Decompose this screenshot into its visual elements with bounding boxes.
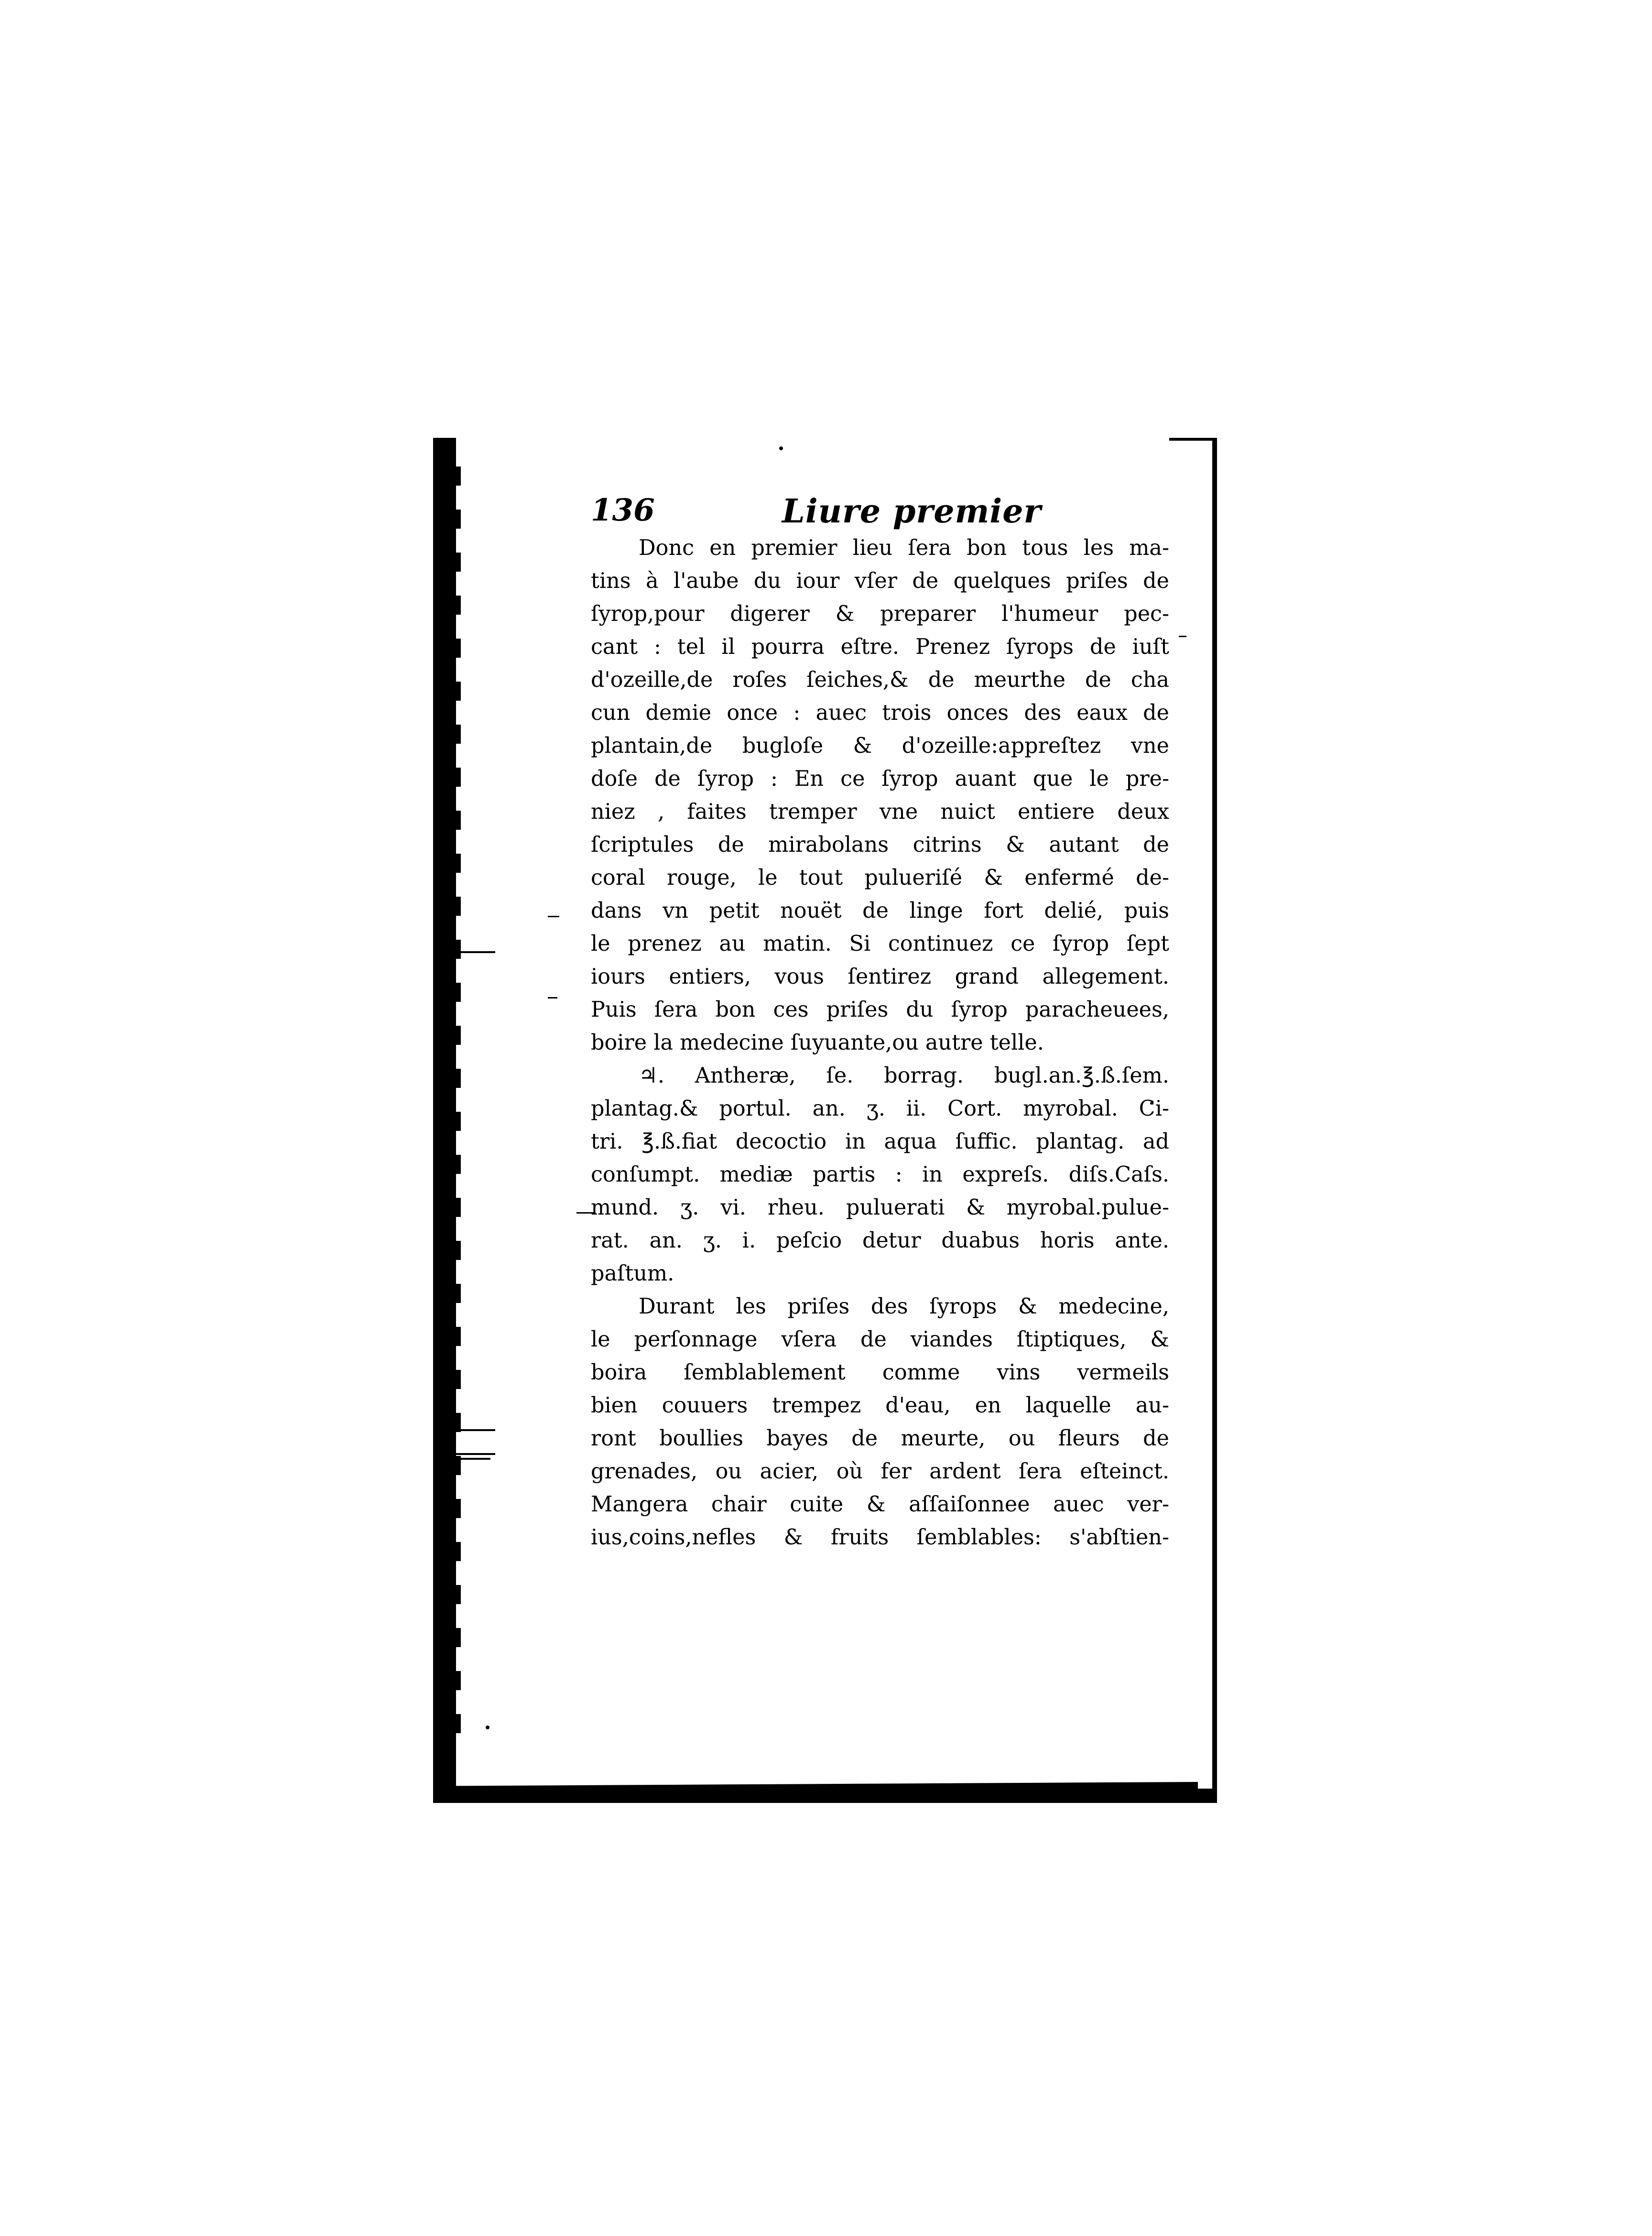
- text-line: cant : tel il pourra eſtre. Prenez ſyrops de iuſt: [591, 635, 1169, 659]
- text-line: coral rouge, le tout pulueriſé & enfermé de-: [591, 866, 1169, 890]
- text-line: ſyrop,pour digerer & preparer l'humeur pec-: [591, 602, 1169, 626]
- scan-border-left-shadow: [456, 467, 461, 1757]
- margin-dash: [548, 997, 557, 999]
- scan-speck: [486, 1726, 489, 1729]
- margin-line: [433, 951, 495, 953]
- text-line: ius,coins,nefles & fruits ſemblables: s'abſtien-: [591, 1525, 1169, 1550]
- recipe-line: tri. ℥.ß.fiat decoctio in aqua ſuffic. plantag. ad: [591, 1129, 1169, 1154]
- scan-speck: [779, 446, 783, 450]
- text-line: le prenez au matin. Si continuez ce ſyrop ſept: [591, 932, 1169, 956]
- body-text: [591, 532, 1169, 1554]
- scan-border-bottom-shadow: [452, 1782, 1198, 1789]
- scan-border-top: [1169, 438, 1212, 441]
- recipe-line: plantag.& portul. an. ʒ. ii. Cort. myrobal. Ci-: [591, 1096, 1169, 1121]
- scan-border-left: [433, 438, 456, 1803]
- text-line: cun demie once : auec trois onces des eaux de: [591, 701, 1169, 725]
- text-line: Donc en premier lieu ſera bon tous les ma-: [639, 536, 1169, 560]
- running-title: Liure premier: [782, 492, 1042, 531]
- page-number: 136: [591, 492, 655, 528]
- page-header: [591, 492, 1117, 535]
- text-line: grenades, ou acier, où fer ardent ſera eſteinct.: [591, 1459, 1169, 1484]
- text-line: ront boullies bayes de meurte, ou fleurs de: [591, 1426, 1169, 1451]
- scanned-page: [433, 438, 1217, 1803]
- text-line: tins à l'aube du iour vſer de quelques priſes de: [591, 569, 1169, 593]
- text-line: ſcriptules de mirabolans citrins & autant de: [591, 833, 1169, 857]
- text-line: Durant les priſes des ſyrops & medecine,: [639, 1294, 1169, 1319]
- scan-border-right: [1212, 438, 1217, 1803]
- recipe-line: paſtum.: [591, 1261, 674, 1286]
- margin-tick: [443, 1422, 446, 1461]
- text-line: doſe de ſyrop : En ce ſyrop auant que le pre-: [591, 767, 1169, 791]
- margin-dash: [1179, 636, 1186, 637]
- text-line: Mangera chair cuite & aſſaiſonnee auec ver-: [591, 1492, 1169, 1517]
- text-line: niez , faites tremper vne nuict entiere deux: [591, 800, 1169, 824]
- text-line: dans vn petit nouët de linge fort delié, puis: [591, 899, 1169, 923]
- text-line: boira ſemblablement comme vins vermeils: [591, 1360, 1169, 1385]
- recipe-line: mund. ʒ. vi. rheu. puluerati & myrobal.pulue-: [591, 1195, 1169, 1220]
- recipe-line: conſumpt. mediæ partis : in expreſs. diſs.Caſs.: [591, 1162, 1169, 1187]
- margin-dash: [548, 916, 559, 917]
- margin-line: [433, 1458, 490, 1460]
- text-line: plantain,de bugloſe & d'ozeille:appreſtez vne: [591, 734, 1169, 758]
- text-line: bien couuers trempez d'eau, en laquelle au-: [591, 1393, 1169, 1418]
- text-line: boire la medecine ſuyuante,ou autre telle.: [591, 1031, 1044, 1055]
- recipe-line: rat. an. ʒ. i. peſcio detur duabus horis ante.: [591, 1228, 1169, 1253]
- text-line: Puis ſera bon ces priſes du ſyrop paracheuees,: [591, 998, 1169, 1022]
- scan-border-bottom: [433, 1789, 1217, 1803]
- recipe-line: ♃. Antheræ, ſe. borrag. bugl.an.℥.ß.ſem.: [639, 1064, 1169, 1088]
- text-line: d'ozeille,de roſes ſeiches,& de meurthe de cha: [591, 668, 1169, 692]
- text-line: le perſonnage vſera de viandes ſtiptiques, &: [591, 1327, 1169, 1352]
- text-line: iours entiers, vous ſentirez grand allegement.: [591, 965, 1169, 989]
